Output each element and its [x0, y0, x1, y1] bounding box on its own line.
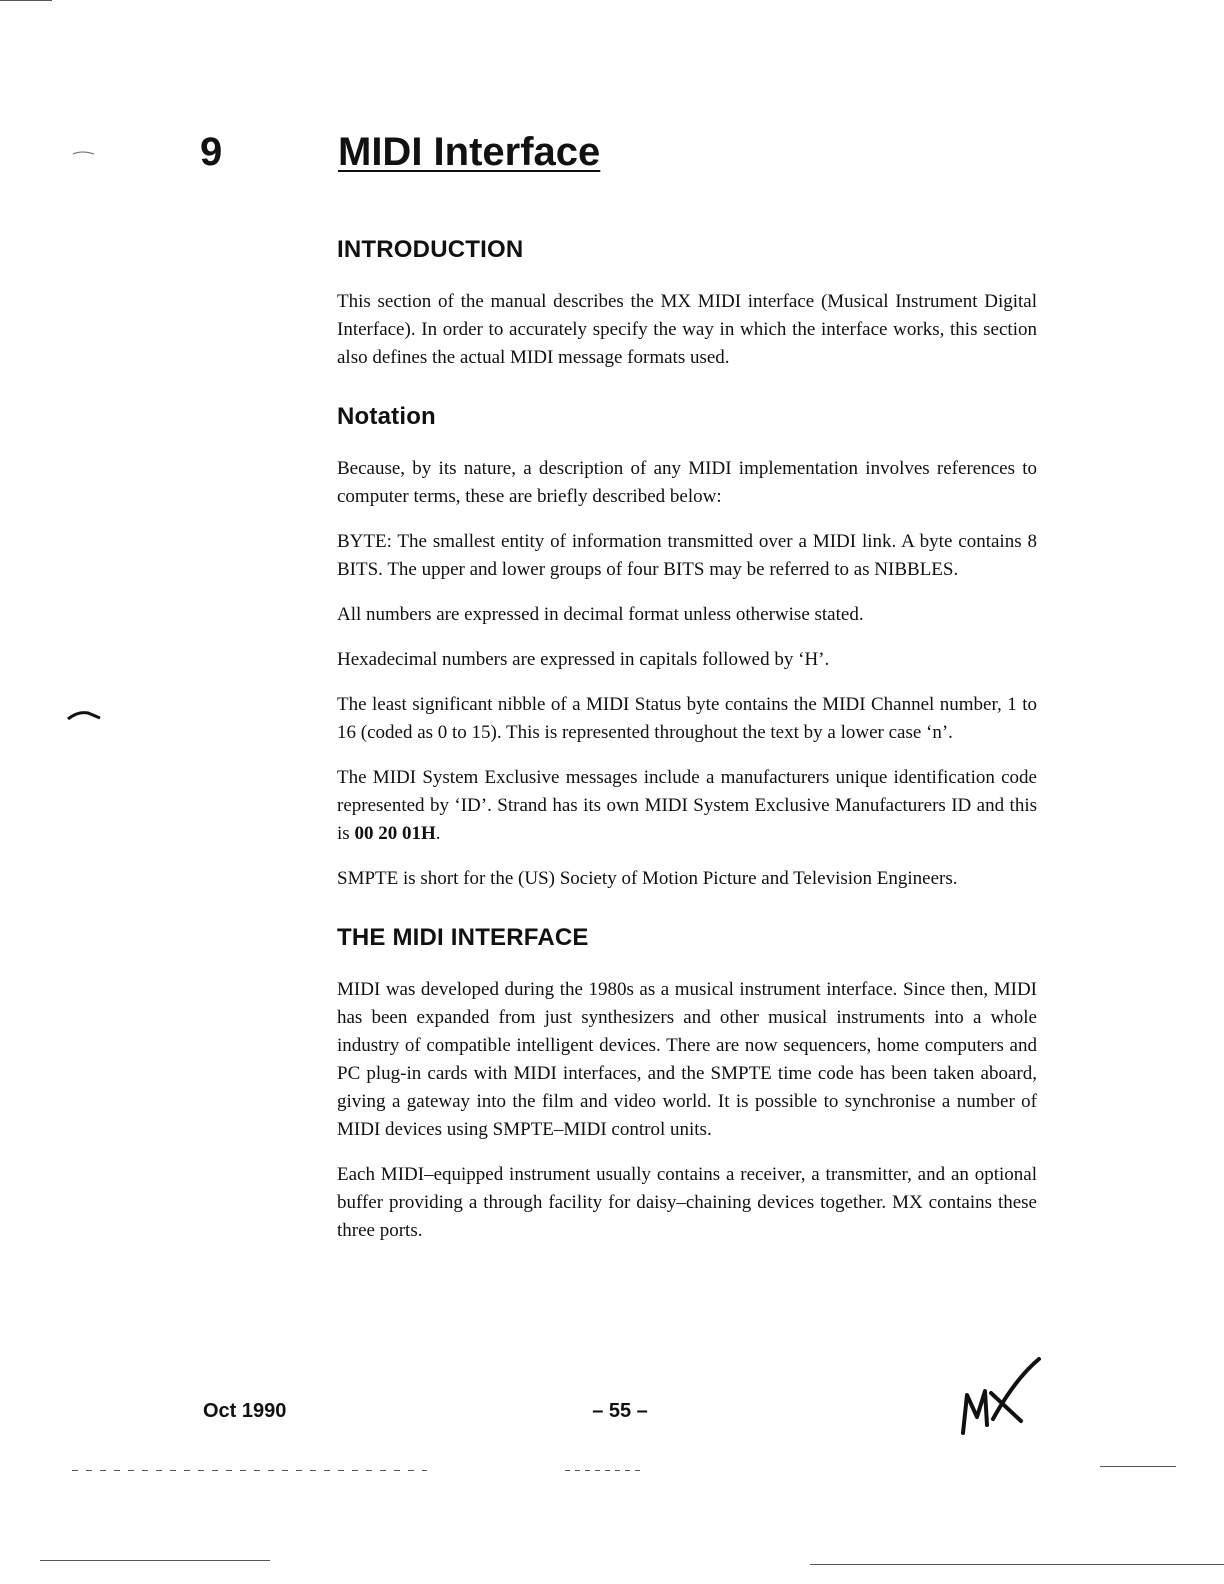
notation-paragraph-decimal: All numbers are expressed in decimal format unless otherwise stated.	[337, 604, 864, 625]
sysex-text: The MIDI System Exclusive messages include a manufacturers unique identification code represented by ‘ID’. Strand has its own MIDI System Exclusive Manufacturers ID and this is	[337, 767, 1037, 844]
scan-dash-2	[565, 1470, 645, 1471]
scan-edge-bottom-right	[810, 1564, 1224, 1565]
notation-paragraph-smpte: SMPTE is short for the (US) Society of Motion Picture and Television Engineers.	[337, 868, 958, 889]
scan-mark-left	[66, 708, 102, 720]
sysex-id-code: 00 20 01H	[354, 823, 436, 844]
scan-edge-bottom-left	[40, 1560, 270, 1561]
intro-paragraph: This section of the manual describes the MX MIDI interface (Musical Instrument Digital Interface). In order to accurately specify the way in which the interface works, this section also defines the actual MIDI message formats used.	[337, 291, 1037, 368]
heading-midi-interface: THE MIDI INTERFACE	[337, 924, 589, 951]
notation-paragraph-1: Because, by its nature, a description of any MIDI implementation involves references to computer terms, these are briefly described below:	[337, 458, 1037, 507]
footer-page-number: – 55 –	[592, 1400, 648, 1422]
heading-notation: Notation	[337, 403, 436, 430]
mx-logo	[955, 1355, 1045, 1440]
midi-interface-paragraph-2: Each MIDI–equipped instrument usually contains a receiver, a transmitter, and an optional buffer providing a through facility for daisy–chaining devices together. MX contains these three ports.	[337, 1164, 1037, 1241]
heading-introduction: INTRODUCTION	[337, 236, 524, 263]
scan-dash-3	[1100, 1466, 1176, 1467]
notation-paragraph-byte: BYTE: The smallest entity of information transmitted over a MIDI link. A byte contains 8 BITS. The upper and lower groups of four BITS may be referred to as NIBBLES.	[337, 531, 1037, 580]
notation-paragraph-nibble: The least significant nibble of a MIDI Status byte contains the MIDI Channel number, 1 to 16 (coded as 0 to 15). This is represented throughout the text by a lower case ‘n’.	[337, 694, 1037, 743]
scan-mark-small	[72, 143, 96, 149]
sysex-end: .	[435, 823, 441, 844]
midi-interface-paragraph-1: MIDI was developed during the 1980s as a musical instrument interface. Since then, MIDI has been expanded from just synthesizers and other musical instruments into a whole industry of compatible intelligent devices. There are now sequencers, home computers and PC plug-in cards with MIDI interfaces, and the SMPTE time code has been taken aboard, giving a gateway into the film and video world. It is possible to synchronise a number of MIDI devices using SMPTE–MIDI control units.	[337, 979, 1037, 1140]
chapter-title: MIDI Interface	[338, 130, 601, 174]
notation-paragraph-hex: Hexadecimal numbers are expressed in capitals followed by ‘H’.	[337, 649, 830, 670]
notation-paragraph-sysex	[337, 764, 1037, 848]
mx-logo-icon	[955, 1355, 1045, 1440]
scan-edge-top	[0, 0, 52, 1]
chapter-number: 9	[200, 130, 223, 174]
scan-dash-1	[72, 1470, 427, 1471]
footer-date: Oct 1990	[203, 1400, 287, 1422]
page-content	[337, 236, 1037, 1262]
